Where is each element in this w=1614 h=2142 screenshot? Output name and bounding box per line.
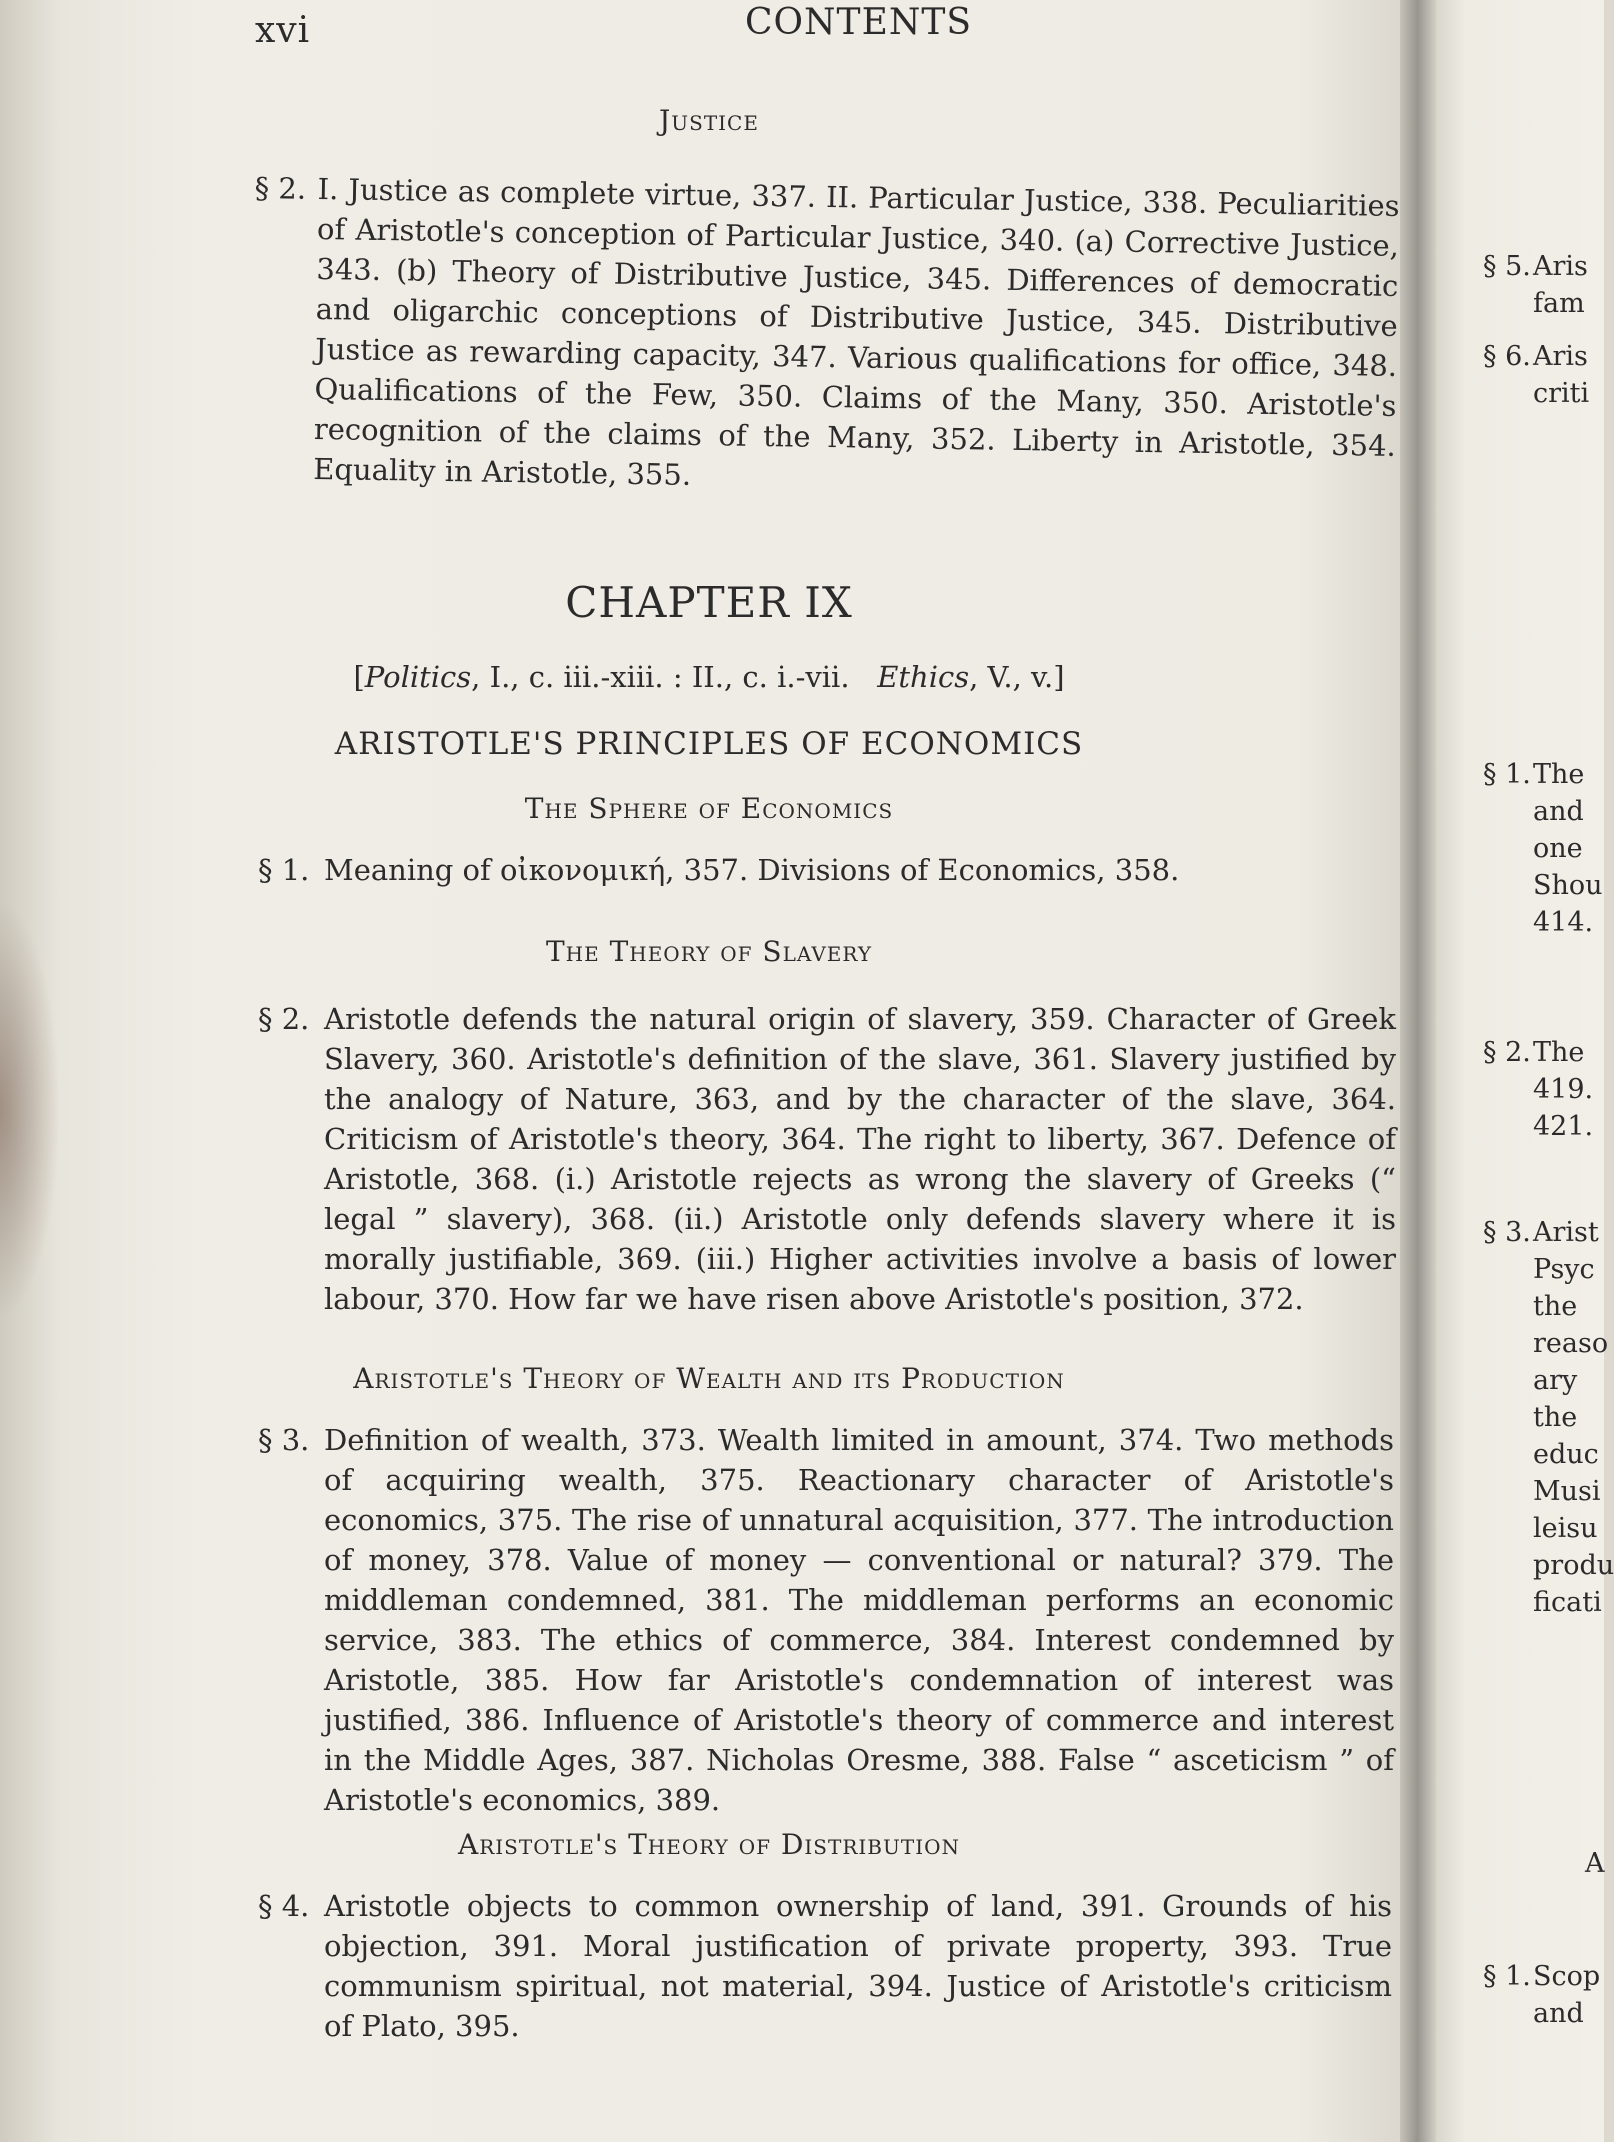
section-number: § 1. — [258, 853, 310, 887]
line: the — [1533, 1402, 1578, 1433]
line: and — [1533, 796, 1584, 827]
section-heading-sphere: The Sphere of Economics — [524, 792, 894, 825]
line: 421. — [1533, 1111, 1594, 1142]
line: ficati — [1533, 1587, 1602, 1618]
line: leisu — [1533, 1513, 1598, 1544]
section-number: § 2. — [1483, 1037, 1531, 1068]
line: Musi — [1533, 1476, 1601, 1507]
ref-politics: Politics — [364, 660, 472, 694]
ref-politics-locs: , I., c. iii.-xiii. : II., c. i.-vii. — [471, 660, 850, 694]
section-heading-distribution: Aristotle's Theory of Distribution — [457, 1828, 960, 1861]
line: The — [1533, 1037, 1585, 1068]
entry-text: Aristotle defends the natural origin of slavery, 359. Character of Greek Slavery, 360. Aristotle's definition of the slave, 361. Slavery justified by the analogy of Nature, 363, and by the character of the slave, 364. Criticism of Aristotle's theory, 364. The right to liberty, 367. Defence of Aristotle, 368. (i.) Aristotle rejects as wrong the slavery of Greeks (“ legal ” slavery), 368. (ii.) Aristotle only defends slavery where it is morally justifiable, 369. (iii.) Higher activities involve a basis of lower labour, 370. How far we have risen above Aristotle's position, 372. — [324, 1002, 1396, 1316]
ref-bracket: [ — [353, 660, 365, 694]
running-title: CONTENTS — [745, 2, 973, 43]
line: 419. — [1533, 1074, 1594, 1105]
section-number: § 2. — [254, 170, 307, 206]
section-number: § 3. — [258, 1423, 310, 1457]
entry-text: Aristotle objects to common ownership of land, 391. Grounds of his objection, 391. Moral justification of private property, 393. True communism spiritual, not material, 394. Justice of Aristotle's criticism of Plato, 395. — [324, 1889, 1392, 2043]
chapter-title: CHAPTER IX — [565, 578, 853, 627]
line: ary — [1533, 1365, 1578, 1396]
line: The — [1533, 759, 1585, 790]
line: Shou — [1533, 870, 1603, 901]
line: reaso — [1533, 1328, 1609, 1359]
entry-text: Meaning of οἰκονομική, 357. Divisions of Economics, 358. — [324, 853, 1180, 887]
line: and — [1533, 1998, 1584, 2029]
section-heading-justice: Justice — [659, 104, 759, 137]
page-number: xvi — [255, 10, 311, 51]
line: produ — [1533, 1550, 1614, 1581]
line: Psyc — [1533, 1254, 1595, 1285]
line: fam — [1533, 288, 1585, 319]
line: the — [1533, 1291, 1578, 1322]
line: one — [1533, 833, 1583, 864]
ref-ethics-locs: , V., v.] — [969, 660, 1065, 694]
chapter-subject: ARISTOTLE'S PRINCIPLES OF ECONOMICS — [334, 726, 1084, 762]
line: Arist — [1533, 1217, 1599, 1248]
section-number: § 6. — [1483, 341, 1531, 372]
line: Aris — [1533, 251, 1588, 282]
line: Aris — [1533, 341, 1588, 372]
line: criti — [1533, 378, 1590, 409]
section-number: § 5. — [1483, 251, 1531, 282]
line: Scop — [1533, 1961, 1601, 1992]
line: 414. — [1533, 907, 1594, 938]
stray-heading-letter: A — [1585, 1848, 1605, 1879]
section-number: § 2. — [258, 1002, 310, 1036]
section-number: § 1. — [1483, 759, 1531, 790]
ref-ethics: Ethics — [877, 660, 970, 694]
section-number: § 4. — [258, 1889, 310, 1923]
section-number: § 3. — [1483, 1217, 1531, 1248]
section-heading-wealth: Aristotle's Theory of Wealth and its Production — [353, 1362, 1065, 1395]
book-spine — [1400, 0, 1436, 2142]
chapter-references — [0, 660, 1418, 694]
entry-text: Definition of wealth, 373. Wealth limited in amount, 374. Two methods of acquiring wealth, 375. Reactionary character of Aristotle's economics, 375. The rise of unnatural acquisition, 377. The introduction of money, 378. Value of money — conventional or natural? 379. The middleman condemned, 381. The middleman performs an economic service, 383. The ethics of commerce, 384. Interest condemned by Aristotle, 385. How far Aristotle's condemnation of interest was justified, 386. Influence of Aristotle's theory of commerce and interest in the Middle Ages, 387. Nicholas Oresme, 388. False “ asceticism ” of Aristotle's economics, 389. — [324, 1423, 1394, 1817]
line: educ — [1533, 1439, 1599, 1470]
section-number: § 1. — [1483, 1961, 1531, 1992]
entry-text: I. Justice as complete virtue, 337. II. Particular Justice, 338. Peculiarities of Aristotle's conception of Particular Justice, 340. (a) Corrective Justice, 343. (b) Theory of Distributive Justice, 345. Differences of democratic and oligarchic conceptions of Distributive Justice, 345. Distributive Justice as rewarding capacity, 347. Various qualifications for office, 348. Qualifications of the Few, 350. Claims of the Many, 350. Aristotle's recognition of the claims of the Many, 352. Liberty in Aristotle, 354. Equality in Aristotle, 355. — [313, 171, 1400, 492]
section-heading-slavery: The Theory of Slavery — [545, 935, 873, 968]
